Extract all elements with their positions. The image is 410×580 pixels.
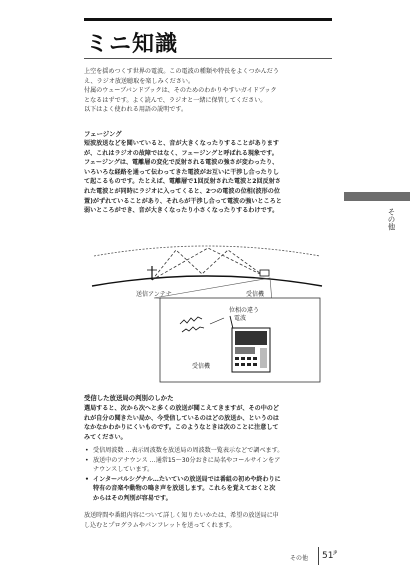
identify-line: 選局すると、次から次へと多くの放送が聞こえてきますが、その中のど — [84, 405, 279, 412]
fading-diagram — [84, 236, 330, 384]
fading-line: れた電波とが同時にラジオに入ってくると、2つの電波の位相(波形の位 — [84, 187, 280, 195]
bullet-line: ナウンスしています。 — [93, 466, 154, 474]
bullet-line: 特有の音楽や動物の鳴き声を放送します。これらを覚えておくと次 — [93, 485, 276, 493]
footer-divider — [318, 547, 319, 565]
intro-line: 付属のウェーブバンドブックは、そのためのわかりやすいガイドブック — [84, 87, 277, 95]
rx-label-2: 受信機 — [192, 363, 211, 370]
bullet-frequency — [84, 446, 330, 456]
tx-antenna-label: 送信アンテナ — [136, 291, 172, 298]
fading-line: いろいろな経路を通って伝わってきた電波がお互いに干渉し合ったりし — [84, 168, 279, 176]
bullet-dot: • — [85, 447, 89, 454]
rx-label: 受信機 — [246, 291, 265, 298]
identify-line: れが自分の聞きたい局か、今受信しているのはどの放送か、というのは — [84, 414, 279, 422]
page-suffix: JP — [333, 550, 338, 555]
section-tab-label: その他 — [387, 208, 396, 231]
intro-paragraph — [84, 67, 324, 115]
fading-line: 弱いところができ、音が大きくなったり小さくなったりするわけです。 — [84, 207, 279, 215]
top-rule — [84, 18, 332, 21]
receiver-small-icon — [260, 270, 269, 276]
bullet-interval-signal — [84, 475, 330, 504]
identify-line: なかなかわかりにくいものです。このようなときは次のことに注意して — [84, 424, 279, 432]
fading-line: フェージングは、電離層の変化で反射される電波の強さが変わったり、 — [84, 159, 279, 167]
bullet-dot: • — [85, 475, 89, 483]
page-number-value: 51 — [322, 551, 334, 561]
fading-heading: フェージング — [84, 130, 122, 138]
closing-line: し込むとプログラムやパンフレットを送ってくれます。 — [84, 521, 236, 529]
fading-line: 短波放送などを聞いていると、音が大きくなったりすることがあります — [84, 140, 279, 147]
fading-line: 置)がずれていることがあり、それらが干渉し合って電波の強いところと — [84, 197, 282, 205]
section-side-bar — [344, 192, 410, 201]
ionosphere-arc — [94, 246, 320, 256]
closing-line: 放送時間や番組内容について詳しく知りたいかたは、希望の放送局に申 — [84, 512, 279, 519]
identify-line: みてください。 — [84, 433, 127, 441]
title-rule — [84, 58, 332, 59]
phase-label-line2: 電波 — [234, 315, 247, 322]
phase-label-line1: 位相の違う — [229, 307, 260, 314]
bullet-announcement — [84, 456, 330, 475]
bullet-line: インターバルシグナル…たいていの放送局では番組の初めや終わりに — [93, 475, 281, 483]
fading-paragraph — [84, 139, 324, 216]
page-title: ミニ知識 — [86, 32, 179, 57]
fading-line: て起こるものです。たとえば、電離層で1回反射された電波と2回反射さ — [84, 178, 281, 186]
intro-line: え、ラジオ放送聴取を楽しみください。 — [84, 77, 195, 85]
page-number — [322, 550, 337, 561]
identify-heading: 受信した放送局の判別のしかた — [84, 394, 174, 402]
section-tab — [387, 208, 397, 231]
closing-paragraph — [84, 511, 324, 530]
bullet-line: からはその判別が容易です。 — [93, 494, 172, 502]
identify-paragraph — [84, 404, 324, 442]
fading-line: が、これはラジオの故障ではなく、フェージングと呼ばれる現象です。 — [84, 149, 278, 157]
intro-line: となるはずです。よく読んで、ラジオと一緒に保管してください。 — [84, 96, 267, 104]
identify-bullet-list — [84, 446, 330, 504]
intro-line: 以下はよく使われる用語の説明です。 — [84, 106, 188, 114]
bullet-line: 放送中のアナウンス …通常15～30分おきに局名やコールサインをア — [93, 456, 281, 464]
bullet-line: 受信周波数 …表示周波数を放送局の周波数一覧表示などで調べます。 — [93, 447, 284, 454]
bullet-dot: • — [85, 456, 89, 464]
intro-line: 上空を揺めつくす世界の電波。この電波の種類や特長をよくつかんだう — [84, 68, 279, 75]
footer-section-label: その他 — [290, 555, 309, 562]
ground-arc — [92, 276, 322, 286]
